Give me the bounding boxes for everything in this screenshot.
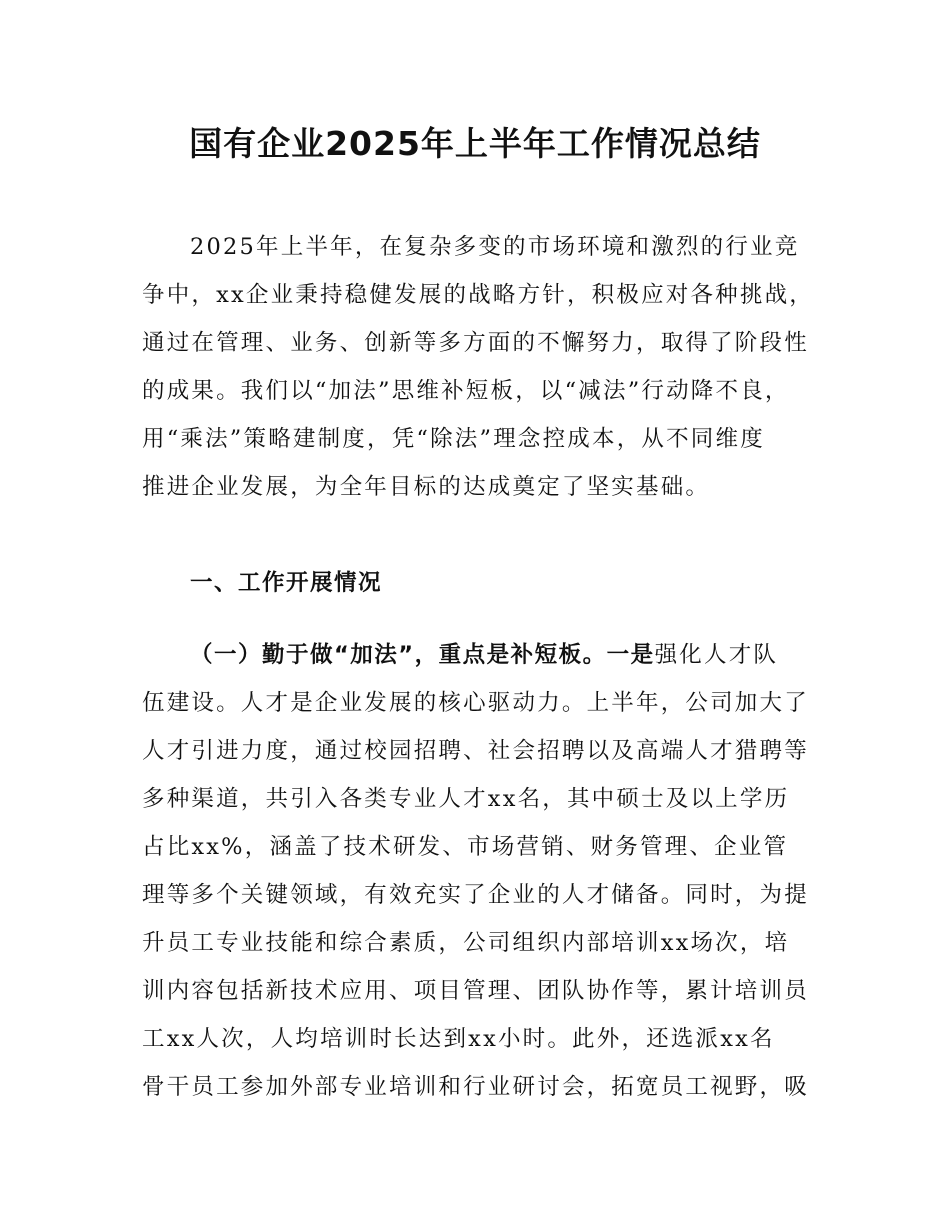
subsection-first-line — [190, 640, 778, 670]
intro-line-4: 的成果。我们以“加法”思维补短板，以“减法”行动降不良， — [142, 378, 790, 404]
section-heading-1: 一、工作开展情况 — [190, 570, 383, 596]
intro-line-2: 争中，xx企业秉持稳健发展的战略方针，积极应对各种挑战， — [142, 282, 814, 308]
body-line-1: 伍建设。人才是企业发展的核心驱动力。上半年，公司加大了 — [142, 690, 809, 716]
document-title: 国有企业2025年上半年工作情况总结 — [189, 124, 761, 163]
body-line-4: 占比xx%，涵盖了技术研发、市场营销、财务管理、企业管 — [142, 834, 789, 860]
lead-marker: 一是 — [606, 642, 655, 668]
intro-line-3: 通过在管理、业务、创新等多方面的不懈努力，取得了阶段性 — [142, 330, 809, 356]
first-line-text: 强化人才队 — [654, 642, 779, 668]
body-line-2: 人才引进力度，通过校园招聘、社会招聘以及高端人才猎聘等 — [142, 738, 809, 764]
intro-line-6: 推进企业发展，为全年目标的达成奠定了坚实基础。 — [142, 474, 711, 500]
body-line-9: 骨干员工参加外部专业培训和行业研讨会，拓宽员工视野，吸 — [142, 1074, 809, 1100]
body-line-6: 升员工专业技能和综合素质，公司组织内部培训xx场次，培 — [142, 930, 790, 956]
body-line-7: 训内容包括新技术应用、项目管理、团队协作等，累计培训员 — [142, 978, 809, 1004]
intro-line-5: 用“乘法”策略建制度，凭“除法”理念控成本，从不同维度 — [142, 426, 765, 452]
body-line-8: 工xx人次，人均培训时长达到xx小时。此外，还选派xx名 — [142, 1026, 775, 1052]
body-line-5: 理等多个关键领域，有效充实了企业的人才储备。同时，为提 — [142, 882, 809, 908]
body-line-3: 多种渠道，共引入各类专业人才xx名，其中硕士及以上学历 — [142, 786, 790, 812]
subsection-heading: （一）勤于做“加法”，重点是补短板。 — [190, 642, 607, 668]
intro-line-1: 2025年上半年，在复杂多变的市场环境和激烈的行业竞 — [190, 234, 800, 260]
